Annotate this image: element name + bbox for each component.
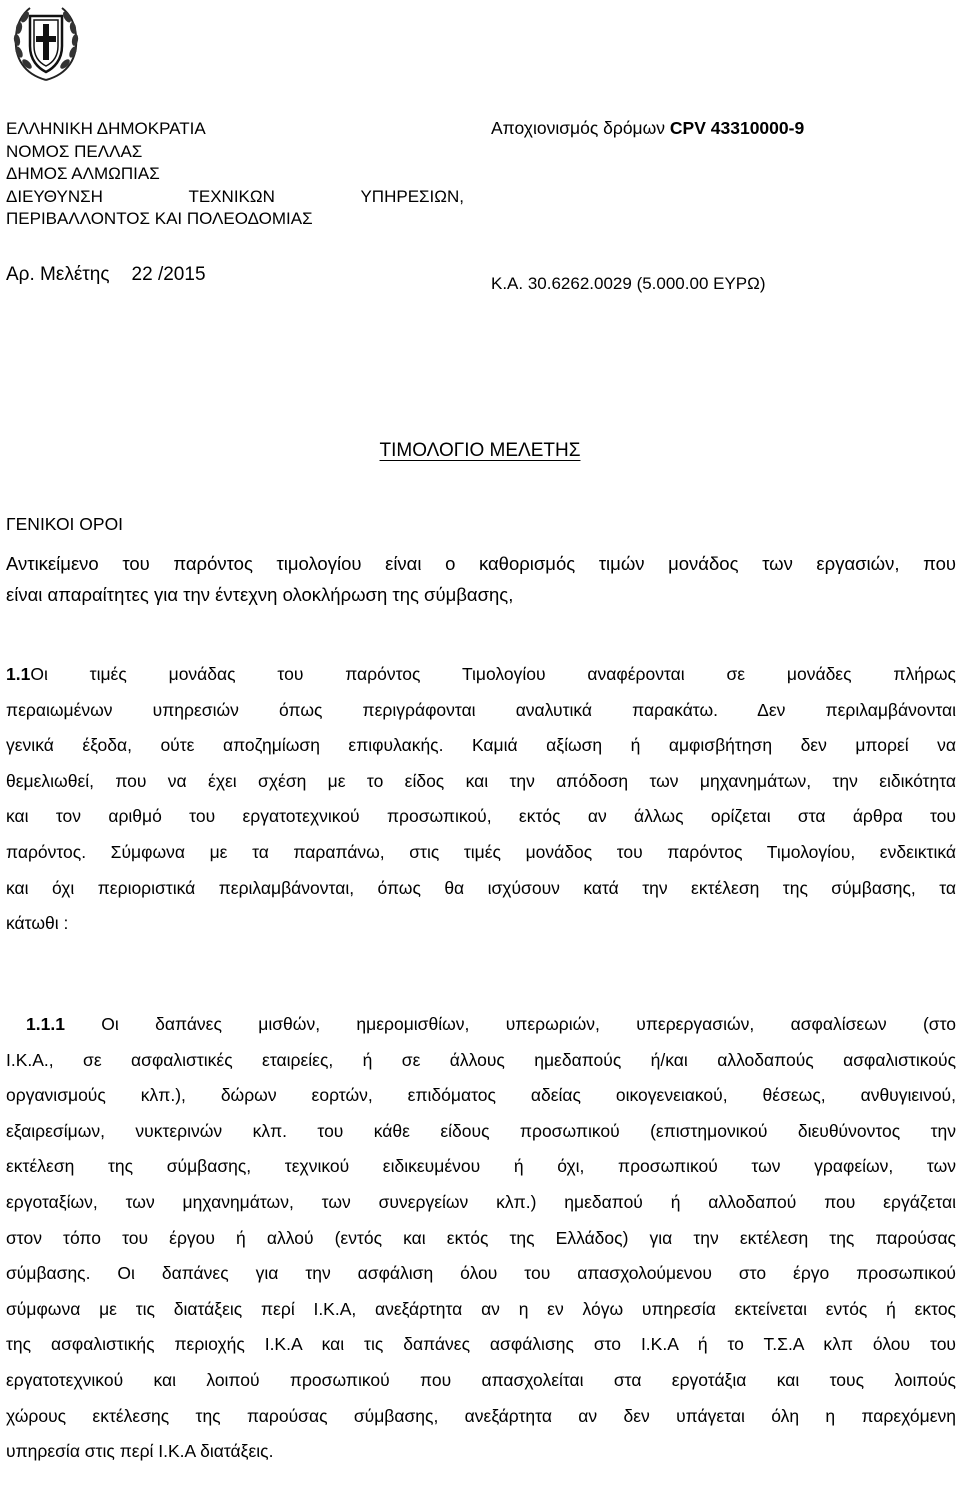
section-line: θεμελιωθεί, που να έχει σχέση με το είδος και την απόδοση των μηχανημάτων, την ειδικότητα [6,770,956,791]
section-line: οργανισμούς κλπ.), δώρων εορτών, επιδόματος αδείας οικογενειακού, θέσεως, ανθυγιεινού, [6,1085,956,1106]
section-line: κάτωθι : [6,913,69,934]
section-line: εκτέλεση της σύμβασης, τεχνικού ειδικευμένου ή όχι, προσωπικού των γραφείων, των [6,1156,956,1177]
section-line: χώρους εκτέλεσης της παρούσας σύμβασης, ανεξάρτητα αν δεν υπάγεται όλη η παρεχόμενη [6,1405,956,1426]
issuer-block [6,118,466,231]
project-title-line [491,118,804,139]
intro-line: Αντικείμενο του παρόντος τιμολογίου είναι ο καθορισμός τιμών μονάδος των εργασιών, που [6,553,956,574]
section-number: 1.1 [6,664,31,684]
section-line: και τον αριθμό του εργατοτεχνικού προσωπικού, εκτός αν άλλως ορίζεται στα άρθρα του [6,806,956,827]
section-line: παρόντος. Σύμφωνα με τα παραπάνω, στις τιμές μονάδος του παρόντος Τιμολογίου, ενδεικτικά [6,841,956,862]
section-line: εργατοτεχνικού και λοιπού προσωπικού που απασχολείται στα εργοτάξια και τους λοιπούς [6,1369,956,1390]
project-title: Αποχιονισμός δρόμων [491,118,666,138]
document-title-wrap [0,440,960,462]
department-line-2: ΠΕΡΙΒΑΛΛΟΝΤΟΣ ΚΑΙ ΠΟΛΕΟΔΟΜΙΑΣ [6,209,313,228]
budget-code: Κ.Α. 30.6262.0029 (5.000.00 ΕΥΡΩ) [491,274,766,293]
section-text: Οι τιμές μονάδας του παρόντος Τιμολογίου αναφέρονται σε μονάδες πλήρως [30,664,956,684]
section-line: γενικά έξοδα, ούτε αποζημίωση επιφυλακής. Καμιά αξίωση ή αμφισβήτηση δεν μπορεί να [6,735,956,756]
section-line: εξαιρεσίμων, νυκτερινών κλπ. του κάθε είδους προσωπικού (επιστημονικού διευθύνοντος την [6,1120,956,1141]
section-line: Ι.Κ.Α., σε ασφαλιστικές εταιρείες, ή σε άλλους ημεδαπούς ή/και αλλοδαπούς ασφαλιστικούς [6,1049,956,1070]
section-1-1 [6,657,956,942]
general-terms-heading: ΓΕΝΙΚΟΙ ΟΡΟΙ [6,514,124,534]
cpv-code: CPV 43310000-9 [669,118,805,138]
section-line: σύμφωνα με τις διατάξεις περί Ι.Κ.Α, ανεξάρτητα αν η εν λόγω υπηρεσία εκτείνεται εντός ή εκτος [6,1298,956,1319]
issuer-line: ΔΗΜΟΣ ΑΛΜΩΠΙΑΣ [6,164,160,183]
study-number-label: Αρ. Μελέτης [6,264,110,285]
section-line: σύμβασης. Οι δαπάνες για την ασφάλιση όλου του απασχολούμενου στο έργο προσωπικού [6,1263,956,1284]
section-line: στον τόπο του έργου ή αλλού (εντός και εκτός της Ελλάδος) για την εκτέλεση της παρούσας [6,1227,956,1248]
department-word: ΔΙΕΥΘΥΝΣΗ [6,186,103,206]
issuer-line: ΕΛΛΗΝΙΚΗ ΔΗΜΟΚΡΑΤΙΑ [6,119,206,138]
department-line [6,186,464,209]
intro-line: είναι απαραίτητες για την έντεχνη ολοκλήρωση της σύμβασης, [6,584,514,605]
section-line: υπηρεσία στις περί Ι.Κ.Α διατάξεις. [6,1441,274,1462]
department-word: ΥΠΗΡΕΣΙΩΝ, [360,186,464,206]
study-number-value: 22 /2015 [131,264,206,285]
section-line [6,1007,956,1043]
intro-paragraph [6,548,956,610]
section-text: Οι δαπάνες μισθών, ημερομισθίων, υπερωριών, υπερεργασιών, ασφαλίσεων (στο [64,1014,956,1034]
section-line: και όχι περιοριστικά περιλαμβάνονται, όπως θα ισχύσουν κατά την εκτέλεση της σύμβασης, τα [6,877,956,898]
section-1-1-1 [6,1007,956,1470]
issuer-line: ΝΟΜΟΣ ΠΕΛΛΑΣ [6,141,143,161]
section-line [6,657,956,693]
study-number-line [6,264,206,286]
section-line: εργοταξίων, των μηχανημάτων, των συνεργείων κλπ.) ημεδαπού ή αλλοδαπού που εργάζεται [6,1191,956,1212]
department-word: ΤΕΧΝΙΚΩΝ [188,186,275,206]
greek-emblem-icon [10,2,82,84]
document-title: ΤΙΜΟΛΟΓΙΟ ΜΕΛΕΤΗΣ [379,440,581,461]
section-number: 1.1.1 [26,1014,65,1034]
section-line: της ασφαλιστικής περιοχής Ι.Κ.Α και τις δαπάνες ασφάλισης στο Ι.Κ.Α ή το Τ.Σ.Α κλπ όλου του [6,1334,956,1355]
section-line: περαιωμένων υπηρεσιών όπως περιγράφονται αναλυτικά παρακάτω. Δεν περιλαμβάνονται [6,699,956,720]
